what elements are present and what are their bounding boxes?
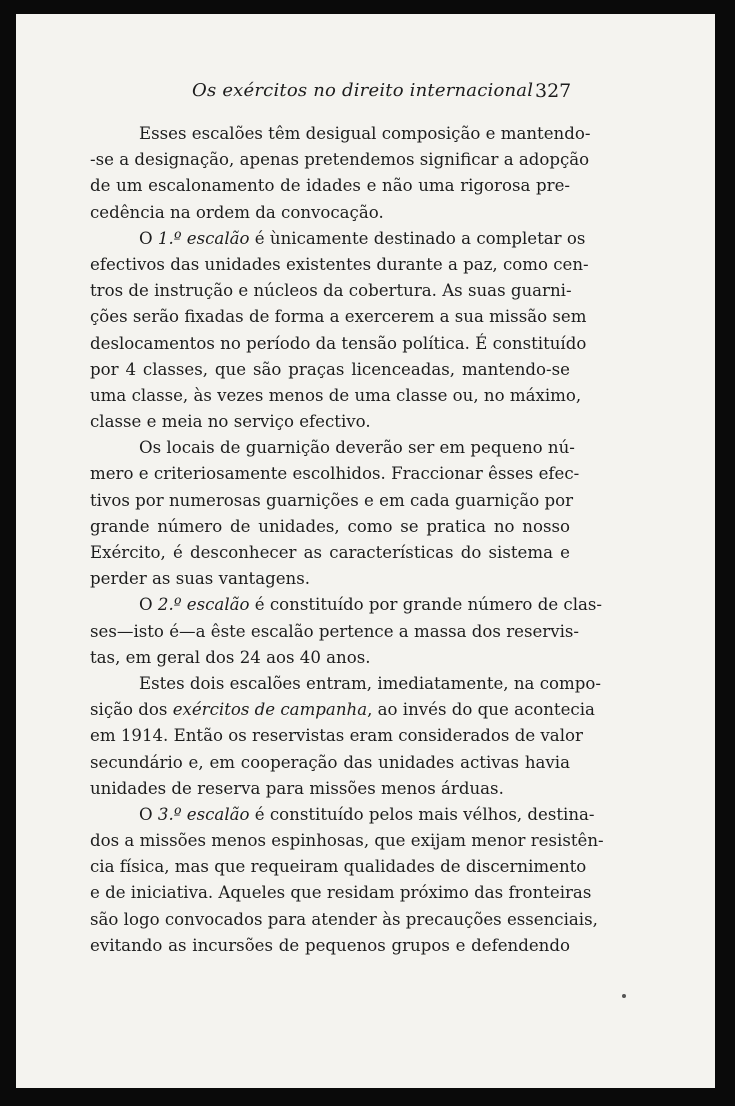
text-line [90, 828, 604, 854]
text-line [90, 331, 587, 357]
text-segment: ses—isto é—a êste escalão pertence a massa dos reservis- [90, 621, 580, 641]
text-line [90, 592, 603, 618]
text-segment: deslocamentos no período da tensão política. É constituído [90, 333, 587, 353]
text-segment: por 4 classes, que são praças licenceadas, mantendo-se [90, 359, 570, 379]
text-line [90, 461, 580, 487]
text-segment: O [139, 595, 158, 615]
text-segment: dos a missões menos espinhosas, que exijam menor resistên- [90, 831, 604, 851]
print-speck [622, 994, 626, 998]
text-line [90, 147, 590, 173]
page-number: 327 [535, 80, 572, 102]
text-line [90, 278, 570, 304]
text-segment: é ùnicamente destinado a completar os [249, 228, 586, 248]
text-line [90, 933, 570, 959]
text-line [90, 435, 575, 461]
text-line [90, 409, 570, 435]
text-segment: mero e criteriosamente escolhidos. Fraccionar êsses efec- [90, 464, 580, 484]
text-line [90, 357, 570, 383]
text-segment: evitando as incursões de pequenos grupos e defendendo [90, 935, 570, 955]
text-segment: em 1914. Então os reservistas eram considerados de valor [90, 726, 583, 746]
text-line [90, 488, 574, 514]
text-segment: e de iniciativa. Aqueles que residam próximo das fronteiras [90, 883, 592, 903]
text-line [90, 671, 601, 697]
text-line [90, 645, 570, 671]
text-segment: unidades de reserva para missões menos árduas. [90, 778, 504, 798]
text-line [90, 907, 598, 933]
running-head [16, 80, 715, 112]
text-segment: efectivos das unidades existentes durante a paz, como cen- [90, 254, 589, 274]
text-segment: secundário e, em cooperação das unidades activas havia [90, 752, 570, 772]
text-line [90, 854, 587, 880]
text-segment: Exército, é desconhecer as características do sistema e [90, 543, 570, 562]
text-line [90, 566, 570, 592]
book-page [16, 14, 715, 1088]
italic-term: exércitos de campanha [172, 700, 368, 720]
text-segment: O [139, 228, 158, 248]
text-line [90, 121, 591, 147]
italic-term: 3.º escalão [157, 804, 250, 824]
text-segment: , ao invés do que acontecia [367, 700, 595, 720]
text-segment: Os locais de guarnição deverão ser em pequeno nú- [139, 438, 575, 458]
text-line [90, 200, 570, 226]
text-line [90, 723, 583, 749]
text-line [90, 880, 592, 906]
text-segment: grande número de unidades, como se pratica no nosso [90, 516, 570, 536]
text-line [90, 776, 570, 802]
body-text [90, 121, 604, 959]
text-line [90, 173, 570, 199]
text-line [90, 697, 595, 723]
text-segment: tivos por numerosas guarnições e em cada guarnição por [90, 490, 574, 510]
italic-term: 1.º escalão [157, 228, 250, 248]
text-segment: uma classe, às vezes menos de uma classe ou, no máximo, [90, 385, 582, 405]
text-segment: -se a designação, apenas pretendemos significar a adopção [90, 150, 590, 170]
text-segment: de um escalonamento de idades e não uma rigorosa pre- [90, 176, 570, 196]
text-line [90, 750, 570, 776]
text-segment: O [139, 804, 158, 824]
text-segment: sição dos [90, 700, 173, 720]
text-segment: tas, em geral dos 24 aos 40 anos. [90, 647, 371, 667]
text-segment: ções serão fixadas de forma a exercerem a sua missão sem [90, 307, 587, 327]
text-line [90, 226, 586, 252]
text-segment: tros de instrução e núcleos da cobertura. As suas guarni- [90, 281, 572, 301]
italic-term: 2.º escalão [157, 595, 250, 615]
text-segment: perder as suas vantagens. [90, 569, 311, 589]
text-line [90, 304, 587, 330]
text-line [90, 619, 580, 645]
text-segment: cia física, mas que requeiram qualidades de discernimento [90, 857, 587, 877]
text-segment: Esses escalões têm desigual composição e mantendo- [139, 124, 591, 143]
text-segment: é constituído por grande número de clas- [249, 595, 603, 615]
running-title: Os exércitos no direito internacional [192, 80, 534, 101]
text-line [90, 252, 589, 278]
text-segment: são logo convocados para atender às precauções essenciais, [90, 909, 598, 929]
text-segment: classe e meia no serviço efectivo. [90, 412, 371, 432]
text-line [90, 802, 595, 828]
text-line [90, 383, 582, 409]
text-segment: cedência na ordem da convocação. [90, 202, 384, 222]
text-line [90, 514, 570, 540]
text-line [90, 540, 570, 566]
text-segment: é constituído pelos mais vélhos, destina- [249, 804, 595, 824]
text-segment: Estes dois escalões entram, imediatamente, na compo- [139, 673, 601, 693]
